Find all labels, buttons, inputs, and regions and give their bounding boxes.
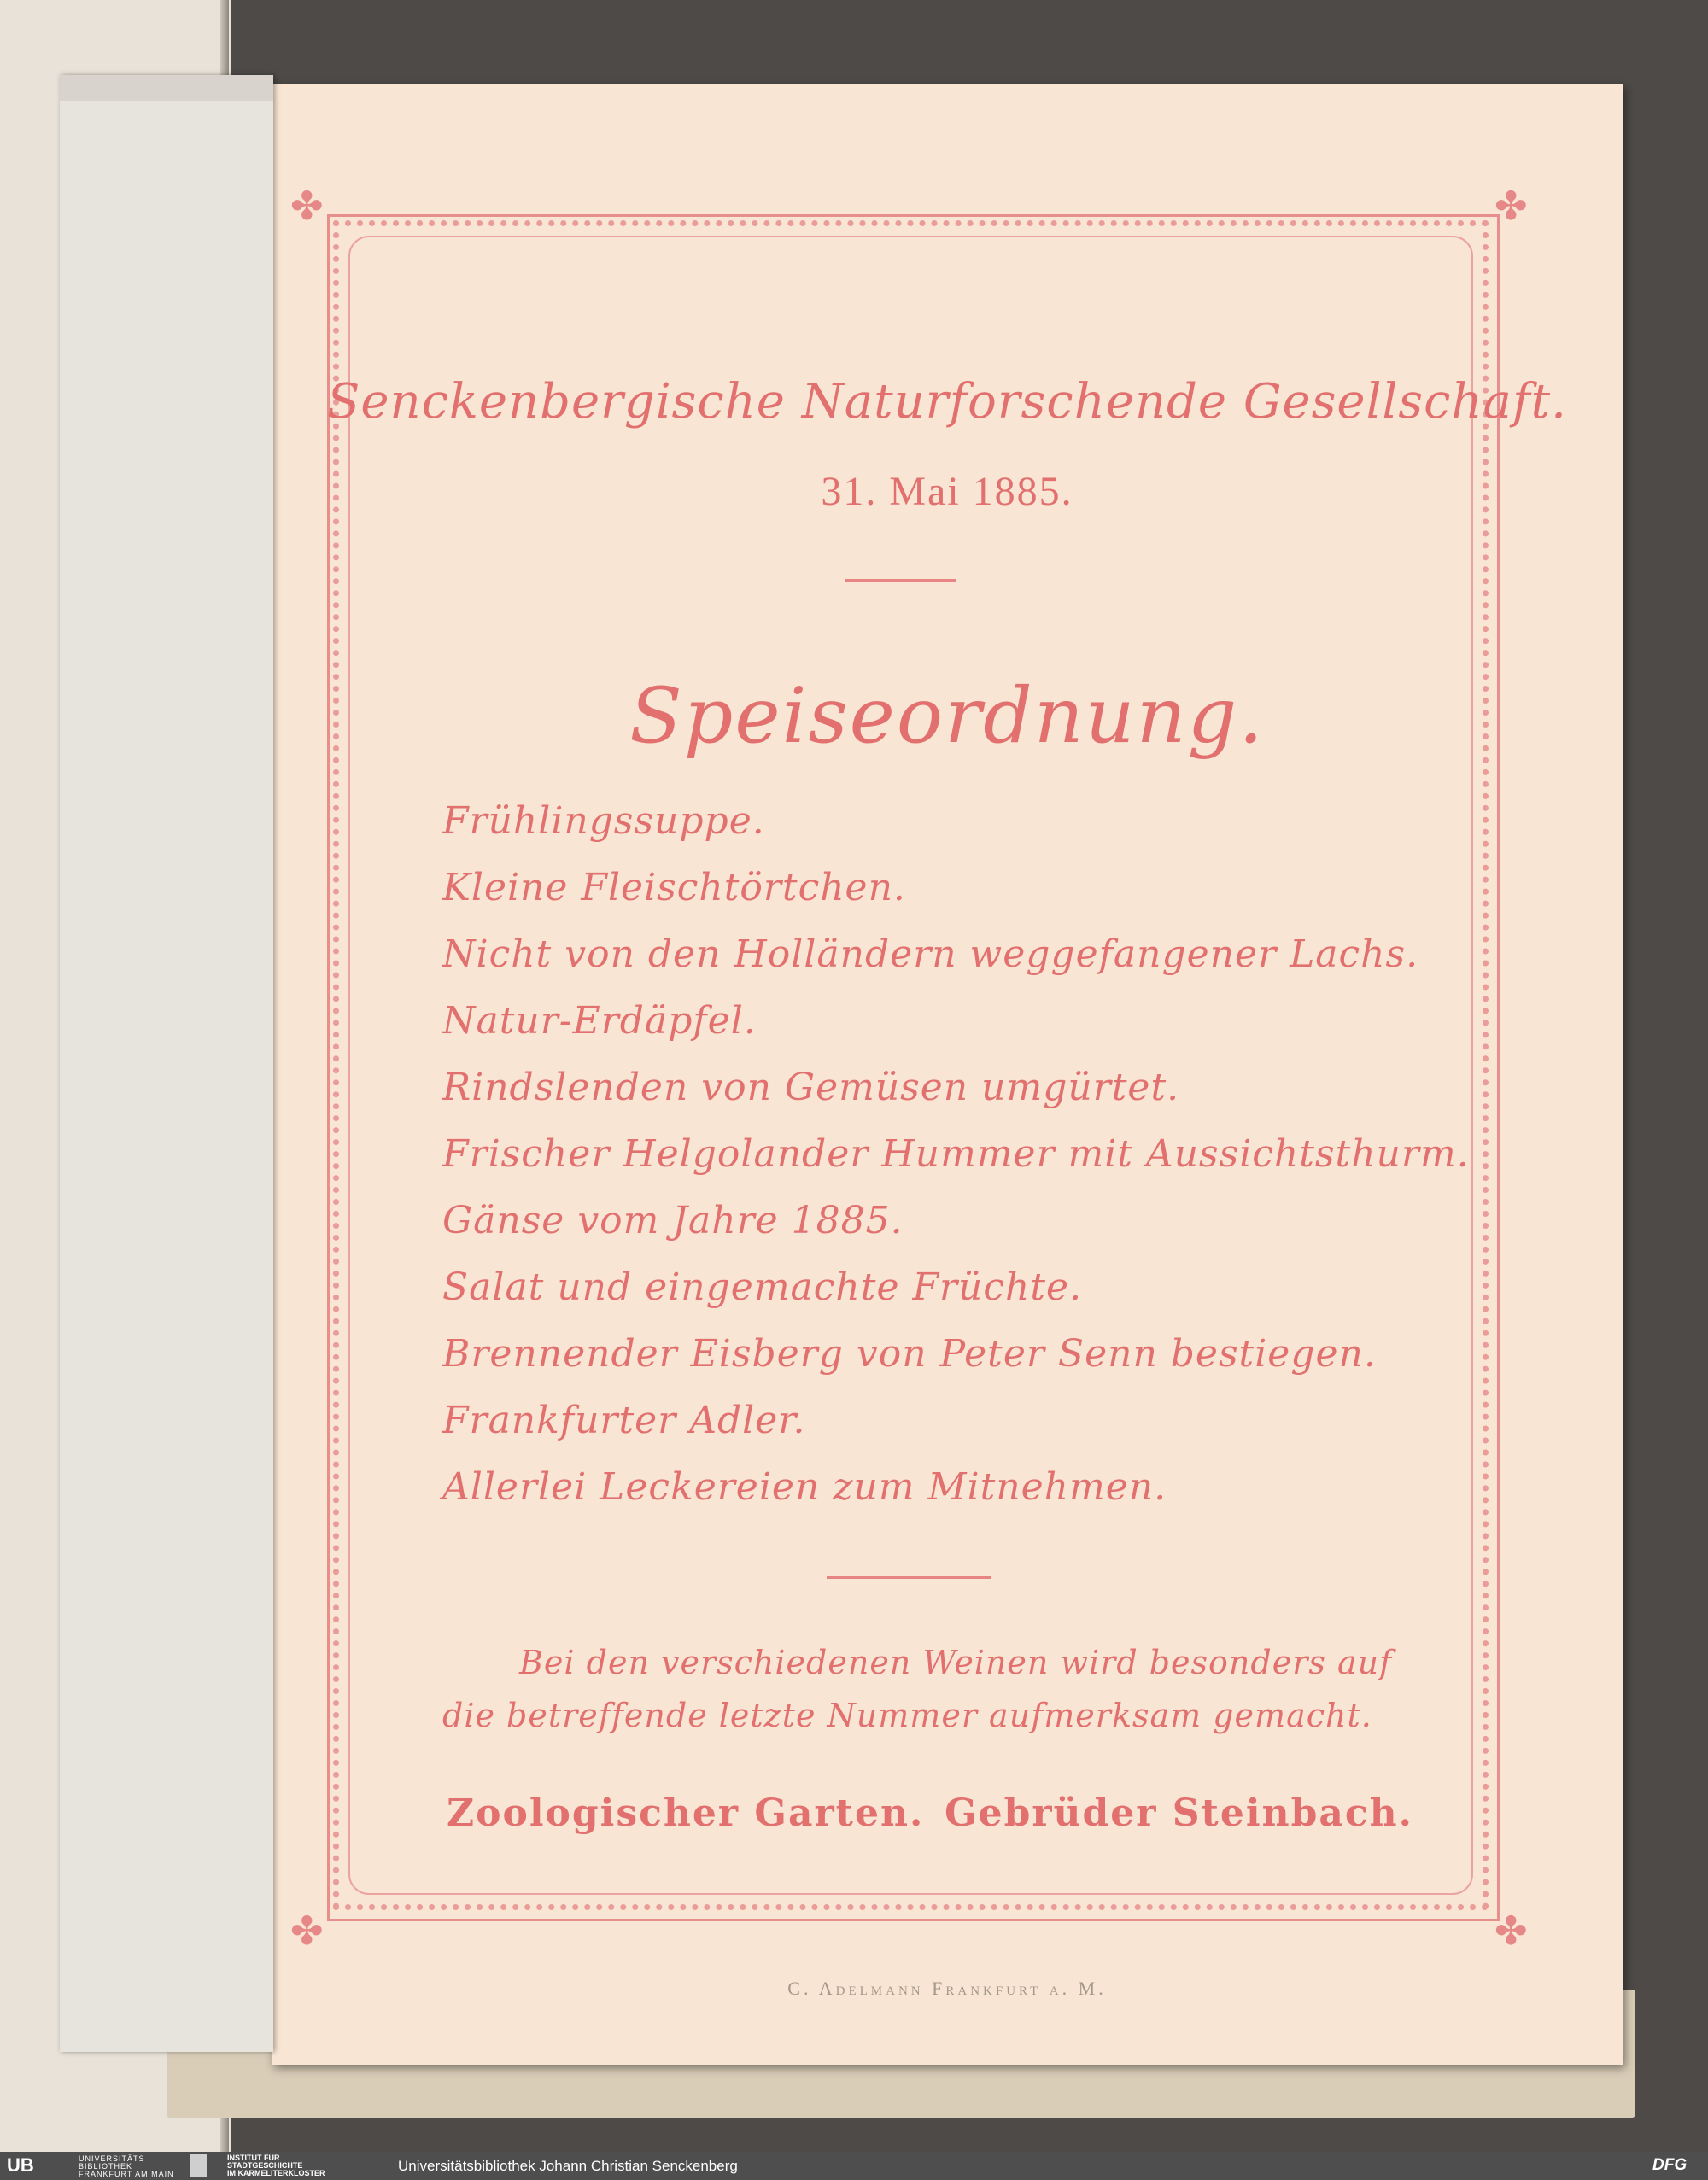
corner-fleuron-icon: ✤ [1494, 1908, 1528, 1954]
menu-item: Brennender Eisberg von Peter Senn bestiegen. [442, 1332, 1377, 1376]
menu-item: Frühlingssuppe. [442, 799, 765, 843]
menu-item: Natur-Erdäpfel. [442, 999, 757, 1043]
divider-rule [845, 579, 956, 582]
society-name: Senckenbergische Naturforschende Gesellschaft. [327, 374, 1567, 430]
menu-list [442, 788, 1470, 1521]
wine-note-line: Bei den verschiedenen Weinen wird besonders auf [519, 1644, 1393, 1681]
library-credit: Universitätsbibliothek Johann Christian Senckenberg [398, 2158, 738, 2174]
corner-fleuron-icon: ✤ [290, 183, 324, 229]
corner-fleuron-icon: ✤ [1494, 183, 1528, 229]
sponsor-zoo: Zoologischer Garten. [447, 1791, 925, 1835]
printer-imprint: C. Adelmann Frankfurt a. M. [787, 1978, 1107, 1999]
corner-fleuron-icon: ✤ [290, 1908, 324, 1954]
menu-item: Kleine Fleischtörtchen. [442, 866, 906, 909]
menu-item: Nicht von den Holländern weggefangener Lachs. [442, 932, 1419, 976]
wine-note-line: die betreffende letzte Nummer aufmerksam gemacht. [442, 1697, 1372, 1734]
menu-item: Gänse vom Jahre 1885. [442, 1199, 904, 1242]
ifs-line: IM KARMELITERKLOSTER [227, 2169, 325, 2177]
binding-strip [60, 75, 273, 2052]
menu-item: Frischer Helgolander Hummer mit Aussichtsthurm. [442, 1132, 1470, 1176]
ub-line: BIBLIOTHEK [79, 2162, 133, 2171]
ub-logo[interactable]: UB [7, 2154, 34, 2176]
menu-item: Rindslenden von Gemüsen umgürtet. [442, 1066, 1180, 1109]
sponsor-steinbach: Gebrüder Steinbach. [945, 1791, 1413, 1835]
institute-crest-icon [190, 2154, 207, 2177]
dfg-logo[interactable]: DFG [1652, 2156, 1688, 2174]
menu-title: Speiseordnung. [629, 671, 1265, 761]
ub-logo-text [79, 2155, 174, 2178]
ifs-line: INSTITUT FÜR [227, 2154, 280, 2162]
event-date: 31. Mai 1885. [821, 469, 1073, 514]
menu-item: Allerlei Leckereien zum Mitnehmen. [442, 1465, 1167, 1509]
ub-line: UNIVERSITÄTS [79, 2154, 145, 2163]
divider-rule [827, 1576, 991, 1579]
wine-note [442, 1636, 1467, 1742]
footer-bar [0, 2152, 1708, 2180]
ifs-line: STADTGESCHICHTE [227, 2161, 303, 2170]
institute-logo-text[interactable] [227, 2154, 325, 2177]
ub-line: FRANKFURT AM MAIN [79, 2170, 174, 2178]
menu-card [272, 84, 1623, 2065]
menu-item: Salat und eingemachte Früchte. [442, 1265, 1083, 1309]
menu-item: Frankfurter Adler. [442, 1399, 806, 1442]
